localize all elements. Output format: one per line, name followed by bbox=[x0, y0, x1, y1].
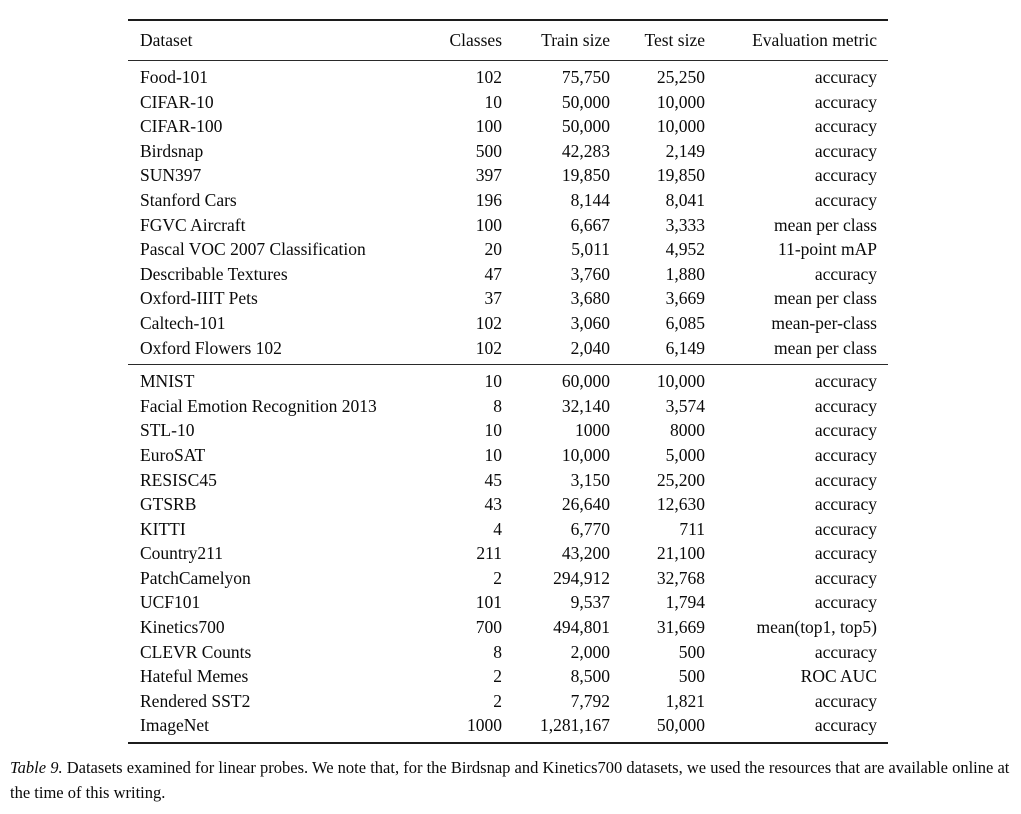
dataset-name-cell: EuroSAT bbox=[140, 444, 206, 465]
dataset-name-cell: Facial Emotion Recognition 2013 bbox=[140, 395, 377, 416]
test-size-cell: 711 bbox=[679, 518, 705, 539]
table-row bbox=[128, 713, 888, 743]
test-size-cell: 6,085 bbox=[665, 312, 705, 333]
table-row bbox=[128, 517, 888, 542]
classes-cell: 1000 bbox=[467, 715, 502, 736]
dataset-name-cell: KITTI bbox=[140, 518, 186, 539]
classes-cell: 196 bbox=[475, 189, 502, 210]
table-row bbox=[128, 689, 888, 714]
classes-cell: 2 bbox=[493, 567, 502, 588]
test-size-cell: 25,250 bbox=[656, 67, 705, 87]
test-size-cell: 25,200 bbox=[656, 469, 705, 490]
classes-cell: 397 bbox=[475, 165, 502, 186]
test-size-cell: 3,669 bbox=[665, 288, 705, 309]
test-size-cell: 19,850 bbox=[656, 165, 705, 186]
dataset-name-cell: Birdsnap bbox=[140, 140, 204, 161]
dataset-name-cell: Stanford Cars bbox=[140, 189, 237, 210]
train-size-cell: 75,750 bbox=[561, 67, 610, 87]
dataset-name-cell: Country211 bbox=[140, 543, 223, 564]
metric-cell: accuracy bbox=[814, 420, 877, 441]
train-size-cell: 5,011 bbox=[571, 239, 610, 260]
train-size-cell: 19,850 bbox=[561, 165, 610, 186]
classes-cell: 102 bbox=[475, 312, 502, 333]
metric-cell: accuracy bbox=[814, 690, 877, 711]
table-row bbox=[128, 213, 888, 238]
dataset-name-cell: Pascal VOC 2007 Classification bbox=[140, 239, 366, 260]
classes-cell: 700 bbox=[475, 617, 502, 638]
table-row bbox=[128, 365, 888, 394]
classes-cell: 101 bbox=[475, 592, 502, 613]
test-size-cell: 8000 bbox=[670, 420, 705, 441]
table-header-row bbox=[128, 20, 888, 61]
table-row bbox=[128, 443, 888, 468]
classes-cell: 2 bbox=[493, 666, 502, 687]
metric-cell: accuracy bbox=[814, 444, 877, 465]
metric-cell: accuracy bbox=[814, 263, 877, 284]
dataset-name-cell: RESISC45 bbox=[140, 469, 217, 490]
classes-cell: 100 bbox=[475, 116, 502, 137]
table-row bbox=[128, 237, 888, 262]
table-row bbox=[128, 163, 888, 188]
metric-cell: ROC AUC bbox=[800, 666, 877, 687]
metric-cell: accuracy bbox=[814, 543, 877, 564]
dataset-name-cell: UCF101 bbox=[140, 592, 201, 613]
classes-cell: 37 bbox=[484, 288, 502, 309]
metric-cell: accuracy bbox=[814, 469, 877, 490]
dataset-name-cell: Kinetics700 bbox=[140, 617, 225, 638]
classes-cell: 102 bbox=[475, 67, 502, 87]
test-size-cell: 3,574 bbox=[665, 395, 705, 416]
train-size-cell: 9,537 bbox=[570, 592, 610, 613]
table-row bbox=[128, 492, 888, 517]
test-size-cell: 4,952 bbox=[665, 239, 705, 260]
classes-cell: 8 bbox=[493, 395, 502, 416]
dataset-name-cell: Oxford-IIIT Pets bbox=[140, 288, 258, 309]
dataset-name-cell: FGVC Aircraft bbox=[140, 214, 246, 235]
table-row bbox=[128, 61, 888, 90]
table-group-1 bbox=[128, 61, 888, 365]
dataset-name-cell: STL-10 bbox=[140, 420, 195, 441]
train-size-cell: 8,144 bbox=[570, 189, 610, 210]
classes-cell: 10 bbox=[484, 371, 502, 392]
test-size-cell: 12,630 bbox=[656, 494, 705, 515]
classes-cell: 10 bbox=[484, 420, 502, 441]
classes-cell: 10 bbox=[484, 444, 502, 465]
test-size-cell: 31,669 bbox=[656, 617, 705, 638]
column-header-train-size: Train size bbox=[502, 20, 610, 61]
datasets-table bbox=[128, 19, 888, 744]
test-size-cell: 21,100 bbox=[656, 543, 705, 564]
caption-text: Datasets examined for linear probes. We note that, for the Birdsnap and Kinetics700 datasets, we used the resources that are available online at the time of this writing. bbox=[10, 758, 1010, 802]
train-size-cell: 494,801 bbox=[553, 617, 610, 638]
train-size-cell: 43,200 bbox=[561, 543, 610, 564]
classes-cell: 2 bbox=[493, 690, 502, 711]
table-row bbox=[128, 468, 888, 493]
metric-cell: 11-point mAP bbox=[777, 239, 877, 260]
train-size-cell: 7,792 bbox=[570, 690, 610, 711]
classes-cell: 45 bbox=[484, 469, 502, 490]
metric-cell: accuracy bbox=[814, 67, 877, 87]
test-size-cell: 10,000 bbox=[656, 91, 705, 112]
dataset-name-cell: CIFAR-10 bbox=[140, 91, 214, 112]
metric-cell: mean-per-class bbox=[771, 312, 877, 333]
dataset-name-cell: Describable Textures bbox=[140, 263, 288, 284]
metric-cell: accuracy bbox=[814, 189, 877, 210]
test-size-cell: 1,794 bbox=[665, 592, 705, 613]
column-header-test-size: Test size bbox=[610, 20, 705, 61]
train-size-cell: 1,281,167 bbox=[540, 715, 610, 736]
train-size-cell: 294,912 bbox=[553, 567, 610, 588]
test-size-cell: 32,768 bbox=[656, 567, 705, 588]
test-size-cell: 500 bbox=[678, 666, 705, 687]
metric-cell: mean(top1, top5) bbox=[756, 617, 877, 638]
metric-cell: accuracy bbox=[814, 592, 877, 613]
train-size-cell: 42,283 bbox=[561, 140, 610, 161]
table-row bbox=[128, 336, 888, 365]
metric-cell: accuracy bbox=[814, 140, 877, 161]
table-row bbox=[128, 139, 888, 164]
classes-cell: 20 bbox=[484, 239, 502, 260]
test-size-cell: 10,000 bbox=[656, 116, 705, 137]
train-size-cell: 26,640 bbox=[561, 494, 610, 515]
table-header bbox=[128, 20, 888, 61]
table-row bbox=[128, 90, 888, 115]
train-size-cell: 3,760 bbox=[570, 263, 610, 284]
table-row bbox=[128, 311, 888, 336]
classes-cell: 43 bbox=[484, 494, 502, 515]
classes-cell: 10 bbox=[484, 91, 502, 112]
dataset-name-cell: CLEVR Counts bbox=[140, 641, 252, 662]
train-size-cell: 60,000 bbox=[561, 371, 610, 392]
table-group-2 bbox=[128, 365, 888, 743]
test-size-cell: 1,821 bbox=[665, 690, 705, 711]
dataset-name-cell: ImageNet bbox=[140, 715, 209, 736]
dataset-name-cell: Hateful Memes bbox=[140, 666, 249, 687]
dataset-name-cell: CIFAR-100 bbox=[140, 116, 223, 137]
table-row bbox=[128, 114, 888, 139]
metric-cell: mean per class bbox=[773, 214, 877, 235]
classes-cell: 500 bbox=[475, 140, 502, 161]
train-size-cell: 8,500 bbox=[570, 666, 610, 687]
test-size-cell: 5,000 bbox=[665, 444, 705, 465]
dataset-name-cell: GTSRB bbox=[140, 494, 197, 515]
caption-label: Table 9. bbox=[10, 758, 63, 777]
metric-cell: accuracy bbox=[814, 165, 877, 186]
table-row bbox=[128, 566, 888, 591]
table-row bbox=[128, 590, 888, 615]
train-size-cell: 2,040 bbox=[570, 337, 610, 358]
train-size-cell: 1000 bbox=[575, 420, 610, 441]
classes-cell: 102 bbox=[475, 337, 502, 358]
test-size-cell: 500 bbox=[678, 641, 705, 662]
metric-cell: accuracy bbox=[814, 494, 877, 515]
train-size-cell: 2,000 bbox=[570, 641, 610, 662]
table-row bbox=[128, 394, 888, 419]
table-row bbox=[128, 188, 888, 213]
metric-cell: mean per class bbox=[773, 337, 877, 358]
table-row bbox=[128, 664, 888, 689]
table-row bbox=[128, 541, 888, 566]
metric-cell: accuracy bbox=[814, 641, 877, 662]
table-row bbox=[128, 418, 888, 443]
dataset-name-cell: Food-101 bbox=[140, 67, 209, 87]
test-size-cell: 6,149 bbox=[665, 337, 705, 358]
train-size-cell: 3,060 bbox=[570, 312, 610, 333]
dataset-name-cell: SUN397 bbox=[140, 165, 202, 186]
train-size-cell: 10,000 bbox=[561, 444, 610, 465]
metric-cell: accuracy bbox=[814, 371, 877, 392]
classes-cell: 47 bbox=[484, 263, 502, 284]
metric-cell: accuracy bbox=[814, 116, 877, 137]
dataset-name-cell: PatchCamelyon bbox=[140, 567, 251, 588]
column-header-dataset: Dataset bbox=[128, 20, 420, 61]
column-header-classes: Classes bbox=[420, 20, 502, 61]
metric-cell: accuracy bbox=[814, 567, 877, 588]
column-header-evaluation-metric: Evaluation metric bbox=[705, 20, 888, 61]
train-size-cell: 32,140 bbox=[561, 395, 610, 416]
classes-cell: 8 bbox=[493, 641, 502, 662]
train-size-cell: 3,680 bbox=[570, 288, 610, 309]
test-size-cell: 3,333 bbox=[665, 214, 705, 235]
classes-cell: 4 bbox=[493, 518, 502, 539]
metric-cell: accuracy bbox=[814, 518, 877, 539]
train-size-cell: 50,000 bbox=[561, 116, 610, 137]
table-row bbox=[128, 640, 888, 665]
train-size-cell: 6,770 bbox=[570, 518, 610, 539]
test-size-cell: 1,880 bbox=[665, 263, 705, 284]
classes-cell: 100 bbox=[475, 214, 502, 235]
dataset-name-cell: Caltech-101 bbox=[140, 312, 226, 333]
test-size-cell: 2,149 bbox=[665, 140, 705, 161]
metric-cell: accuracy bbox=[814, 91, 877, 112]
table-row bbox=[128, 262, 888, 287]
metric-cell: accuracy bbox=[814, 715, 877, 736]
metric-cell: mean per class bbox=[773, 288, 877, 309]
table-row bbox=[128, 615, 888, 640]
train-size-cell: 50,000 bbox=[561, 91, 610, 112]
train-size-cell: 6,667 bbox=[570, 214, 610, 235]
classes-cell: 211 bbox=[476, 543, 502, 564]
table-caption bbox=[10, 756, 1011, 805]
train-size-cell: 3,150 bbox=[570, 469, 610, 490]
test-size-cell: 10,000 bbox=[656, 371, 705, 392]
dataset-name-cell: Rendered SST2 bbox=[140, 690, 251, 711]
test-size-cell: 8,041 bbox=[665, 189, 705, 210]
table-row bbox=[128, 286, 888, 311]
test-size-cell: 50,000 bbox=[656, 715, 705, 736]
dataset-name-cell: Oxford Flowers 102 bbox=[140, 337, 282, 358]
dataset-name-cell: MNIST bbox=[140, 371, 195, 392]
metric-cell: accuracy bbox=[814, 395, 877, 416]
